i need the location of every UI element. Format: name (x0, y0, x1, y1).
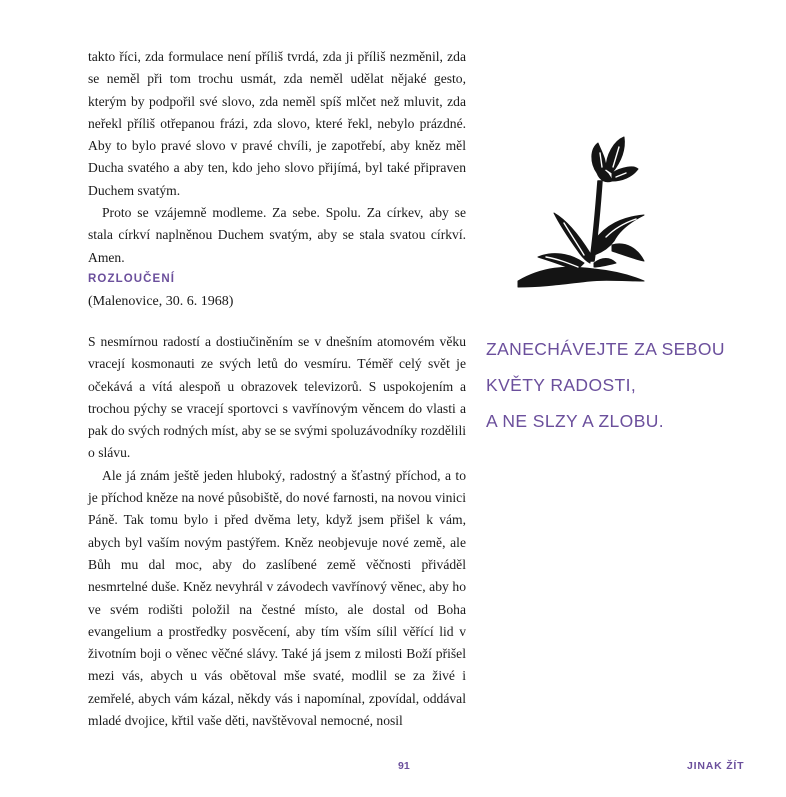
pull-quote-line: A NE SLZY A ZLOBU. (486, 411, 665, 431)
pull-quote (486, 331, 776, 439)
body-text-main (88, 331, 466, 732)
pull-quote-line: KVĚTY RADOSTI, (486, 375, 637, 395)
page-number: 91 (398, 760, 410, 772)
section-subheading: (Malenovice, 30. 6. 1968) (88, 294, 234, 309)
paragraph: Ale já znám ještě jeden hluboký, radostný a šťastný příchod, a to je příchod kněze na nové působiště, do nové farnosti, na novou vinici Páně. Tak tomu bylo i před dvěma lety, když jsem přišel k vám, abych byl vaším novým pastýřem. Kněz neobjevuje nové země, ale Bůh mu dal moc, aby do zaslíbené země věčnosti přiváděl nesmrtelné duše. Kněz nevyhrál v závodech vavřínový věnec, aby ho ve svém rodišti položil na čestné místo, ale dostal od Boha evangelium a prostředky posvěcení, aby tím vším sílil věřící lid v životním boji o věnec věčné slávy. Také já jsem z milosti Boží přišel mezi vás, abych u vás obětoval mše svaté, modlil se za živé i zemřelé, abych vám kázal, někdy vás i napomínal, zpovídal, oddával mladé dvojice, křtil vaše děti, navštěvoval nemocné, nosil (88, 467, 466, 729)
tulip-illustration-icon (494, 125, 664, 295)
running-head: JINAK ŽÍT (687, 760, 745, 772)
body-text-top (88, 46, 466, 269)
pull-quote-line: ZANECHÁVEJTE ZA SEBOU (486, 339, 725, 359)
paragraph: takto říci, zda formulace není příliš tvrdá, zda ji příliš nezměnil, zda se neměl při tom trochu usmát, zda neměl udělat nějaké gesto, kterým by podpořil své slovo, zda neměl spíš mlčet než mluvit, zda neřekl příliš otřepanou frázi, zda slovo, které řekl, nebylo prázdné. Aby to bylo pravé slovo v pravé chvíli, je zapotřebí, aby kněz měl Ducha svatého a aby ten, kdo jeho slovo přijímá, byl také připraven Duchem svatým. (88, 49, 466, 198)
paragraph: Proto se vzájemně modleme. Za sebe. Spolu. Za církev, aby se stala církví naplněnou Duchem svatým, aby se stala svatou církví. Amen. (88, 205, 466, 265)
paragraph: S nesmírnou radostí a dostiučiněním se v dnešním atomovém věku vracejí kosmonauti ze svých letů do vesmíru. Téměř celý svět je očekává a vítá alespoň u obrazovek televizorů. S uspokojením a trochou pýchy se vracejí sportovci s vavřínovým věncem do vlasti a pak do svých rodných míst, aby se se svými spoluzávodníky rozdělili o slávu. (88, 334, 466, 461)
section-heading: ROZLOUČENÍ (88, 273, 176, 285)
